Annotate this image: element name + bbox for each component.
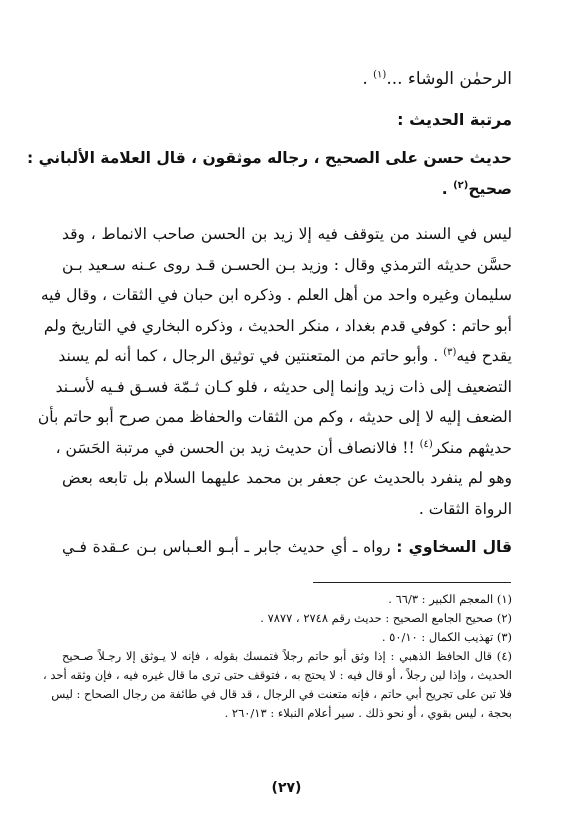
para-line-8-end: !! فالانصاف أن حديث زيد بن الحسن في مرتبة الحَسَن ، [55,438,415,457]
footnote-ref-4: (٤) [419,438,433,450]
para-line: ليس في السند من يتوقف فيه إلا زيد بن الحسن صاحب الانماط ، وقد [62,225,512,243]
section-heading: مرتبة الحديث : [397,110,512,129]
opening-tail: . [362,69,368,89]
para-line [58,341,512,372]
footnote-4-line: الحديث ، وإذا لين رجلاً ، أو قال فيه : لا يحتج به ، فتوقف حتى ترى ما قال غيره فيه ، فإن وثقه أحد ، [42,668,512,682]
para-line-8-start: حديثهم منكر [432,438,512,457]
para-line [55,433,512,464]
opening-text: الرحمٰن الوشاء ... [386,69,512,89]
grade-statement [26,143,512,205]
opening-line [62,64,512,95]
footnote-ref-3: (٣) [443,346,457,358]
sakhawi-line [62,532,512,563]
para-line: وهو لم ينفرد بالحديث عن جعفر بن محمد عليهما السلام بل تابعه بعض [62,469,512,487]
para-line: الرواة الثقات . [418,499,512,518]
grade-line-1: حديث حسن على الصحيح ، رجاله موثقون ، قال العلامة الألباني : [26,149,512,167]
footnotes [42,590,512,723]
sakhawi-lead: قال السخاوي : [396,538,512,556]
para-line: أبو حاتم : كوفي قدم بغداد ، منكر الحديث ، وذكره البخاري في التاريخ ولم [43,316,512,335]
para-line-5-end: . وأبو حاتم من المتعنتين في توثيق الرجال ، كما أنه لم يسند [58,347,439,365]
footnote-4-line: فلا تبن على تجريح أبي حاتم ، فإنه متعنت في الرجال ، قد قال في طائفة من رجال الصحاح : ليس [51,687,512,701]
sakhawi-text: رواه ـ أي حديث جابر ـ أبـو العـباس بـن عـقدة فـي [62,538,391,556]
sakhawi-paragraph [62,532,512,563]
grade-value: صحيح [468,180,512,198]
grade-tail: . [441,180,448,198]
footnote-separator [313,582,511,583]
footnote-1: (١) المعجم الكبير : ٦٦/٣ . [388,592,512,606]
footnote-2: (٢) صحيح الجامع الصحيح : حديث رقم ٢٧٤٨ ، ٧٨٧٧ . [260,611,512,625]
grade-line-2 [62,174,512,205]
para-line: سليمان وغيره واحد من أهل العلم . وذكره ابن حبان في الثقات ، وقال فيه [40,286,512,304]
footnote-4-line: بحجة ، ليس بقوي ، أو نحو ذلك . سير أعلام النبلاء : ٢٦٠/١٣ . [224,706,512,720]
page-body [26,60,512,563]
footnote-4-line: (٤) قال الحافظ الذهبي : إذا وثق أبو حاتم رجلاً فتمسك بقوله ، فإنه لا يـوثق إلا رجـلاً صـحيح [62,649,512,663]
footnote-3: (٣) تهذيب الكمال : ٥٠/١٠ . [381,630,512,644]
para-line: الضعف إليه لا إلى حديثه ، وكم من الثقات والحفاظ ممن صرح أبو حاتم بأن [37,408,512,426]
page-number: (٢٧) [271,780,302,796]
para-line-5-start: يقدح فيه [456,347,512,365]
footnote-ref-1: (١) [373,69,387,81]
para-line: حسَّن حديثه الترمذي وقال : وزيد بـن الحسـن قـد روى عـنه سـعيد بـن [62,255,512,274]
discussion-paragraph [37,219,512,524]
para-line: التضعيف إلى ذات زيد وإنما إلى حديثه ، فلو كـان ثـمّة فسـق فـيه لأسـند [55,377,512,396]
footnote-ref-2: (٢) [453,179,469,191]
